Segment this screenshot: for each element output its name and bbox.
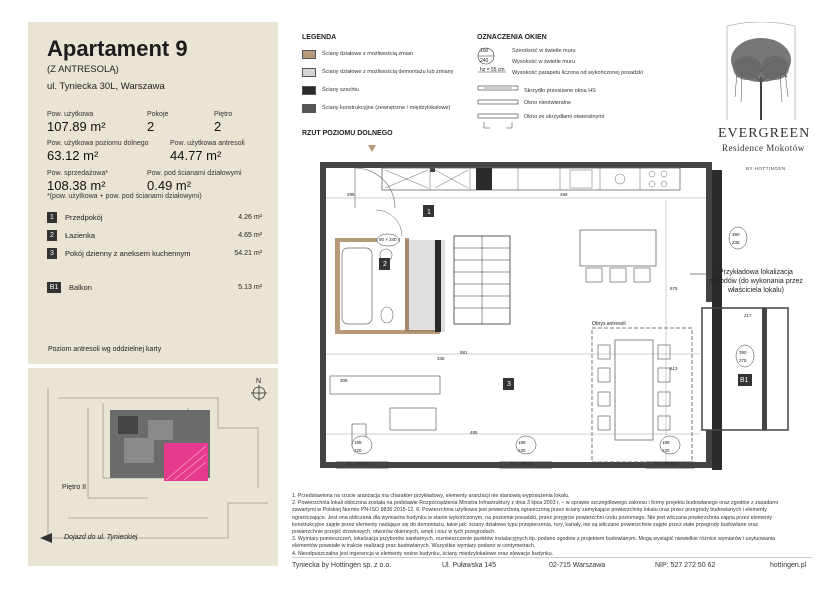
room-area: 4.65 m² <box>238 231 262 239</box>
dimension: 613 <box>670 366 678 371</box>
legend-item <box>302 99 453 117</box>
footnote-item: 4. Nieodpuszczalna jest ingerencja w elementy nośne budynku, ściany międzylokalowe oraz elewacje budynku. <box>292 550 554 557</box>
legend-text: Ściany działowe z możliwością demontażu lub zmiany <box>322 69 454 75</box>
balcony-name: Balkon <box>69 282 92 292</box>
under-label: Pow. pod ścianami działowymi <box>147 170 242 177</box>
room-number: 2 <box>47 230 57 241</box>
floor-plan <box>290 140 810 490</box>
win-mid-top: 188 <box>518 440 526 445</box>
brand-tagline: Residence Mokotów <box>722 143 805 153</box>
win-mid-hz: hz = 59 cm <box>511 461 534 466</box>
apartment-address: ul. Tyniecka 30L, Warszawa <box>47 81 165 92</box>
brand-by: BY HOTTINGEN <box>746 166 786 171</box>
legend-swatch <box>302 86 316 95</box>
window-sample-top: 100 <box>480 48 489 54</box>
window-opening-text: Okno ze skrzydłami otwieralnymi <box>524 114 605 120</box>
footnote-item: 1. Przedstawiona na rzucie aranżacja ma charakter przykładowy, elementy aranżacji nie stanowią wyposażenia lokalu. <box>292 493 570 499</box>
footer-divider <box>292 557 812 558</box>
window-parapet-text: Wysokość parapetu liczona od wykończonej posadzki <box>512 70 643 76</box>
legend-swatch <box>302 50 316 59</box>
legend-text: Ściany działowe z możliwością zmian <box>322 51 414 57</box>
room-row <box>47 226 262 244</box>
window-sample-hz: hz = 55 cm <box>480 67 505 73</box>
door-label: 90 × 240 <box>379 237 397 242</box>
room-row <box>47 208 262 226</box>
legend-swatch <box>302 104 316 113</box>
lower-value: 63.12 m² <box>47 148 99 163</box>
floor-label-map: Piętro II <box>62 484 87 491</box>
north-label: N <box>256 378 262 385</box>
win-left-hz: hz = 59 cm <box>347 461 370 466</box>
win-right-bottom: 220 <box>662 448 670 453</box>
rooms-label: Pokoje <box>147 111 169 118</box>
lower-label: Pow. użytkowa poziomu dolnego <box>47 140 149 147</box>
rooms-value: 2 <box>147 119 155 134</box>
balcony-area: 5.13 m² <box>238 283 262 291</box>
room-number: 1 <box>47 212 57 223</box>
dimension: 295 <box>347 192 355 197</box>
balcony-label: B1 <box>740 377 749 384</box>
usable-label: Pow. użytkowa <box>47 111 94 118</box>
footnote-item: 2. Powierzchnia lokali obliczona została na podstawie Rozporządzenia Ministra Infrastruktury z dnia 3 lipca 2003 r. – w sprawie szczegółowego zakresu i formy projektu budowlanego oraz zgodnie z zasadami zawartymi w Polskiej Normie PN-ISO 9836:2015-12. 6. Powierzchnia użytkowa jest powierzchnią ograniczoną przez ściany zamykające powierzchnię lokalu oraz przez przegrody budowlanych i elementy ograniczające. Jest ona obliczana dla wymiarów budynku w stanie wykończonym, na poziomie posadzki, przez przyjęcie powierzchni rzutu poziomego. Nie jest wliczana powierzchnia zajęta przez elementy konstrukcyjne zajęte przez elementy nadające się do demontażu, takie jak: ściany działowe typu przepierzenia, rury, kanały, nie są wliczane powierzchnie zajęte przez stałe przegrody budowlane oraz powierzchnie przejść drzwiowych, otworów okiennych, wnęk i nisz w tych przegrodach. <box>292 500 778 536</box>
sale-note: *(pow. użytkowa + pow. pod ścianami działowymi) <box>47 193 202 200</box>
usable-value: 107.89 m² <box>47 119 106 134</box>
plan-title: RZUT POZIOMU DOLNEGO <box>302 130 393 137</box>
footnotes <box>292 493 787 558</box>
room-list <box>47 208 262 296</box>
win-left-bottom: 220 <box>354 448 362 453</box>
window-height-text: Wysokość w świetle muru <box>512 59 575 65</box>
tree-logo-icon <box>722 22 800 122</box>
room-3-label: 3 <box>507 381 511 388</box>
win-east-top: 390 <box>732 232 740 237</box>
entrance-arrow-icon <box>368 145 376 152</box>
dimension: 675 <box>670 286 678 291</box>
dimension: 308 <box>340 378 348 383</box>
legend-swatch <box>302 68 316 77</box>
window-sample-bottom: 240 <box>480 58 489 64</box>
legend-item <box>302 63 453 81</box>
room-number: 3 <box>47 248 57 259</box>
balcony-row <box>47 278 262 296</box>
highlighted-unit <box>164 443 208 481</box>
dimension: 485 <box>470 430 478 435</box>
footer-company: Tyniecka by Hottingen sp. z o.o. <box>292 562 392 569</box>
room-area: 4.26 m² <box>238 213 262 221</box>
windows-title: OZNACZENIA OKIEN <box>477 34 547 41</box>
legend-list <box>302 45 453 117</box>
floor-value: 2 <box>214 119 222 134</box>
dimension: 488 <box>560 192 568 197</box>
room-name: Pokój dzienny z aneksem kuchennym <box>65 248 191 258</box>
legend-item <box>302 45 453 63</box>
win-right-hz: hz = 59 cm <box>655 461 678 466</box>
window-width-text: Szerokość w świetle muru <box>512 48 576 54</box>
access-label: Dojazd do ul. Tynieckiej <box>64 534 138 541</box>
dimension: 217 <box>744 313 752 318</box>
balcony-number: B1 <box>47 282 61 293</box>
room-name: Łazienka <box>65 230 96 240</box>
footer-web[interactable]: hottingen.pl <box>770 562 807 569</box>
arrow-left-icon <box>40 533 52 543</box>
legend-text: Ściany konstrukcyjne (zewnętrzne / międzylokalowe) <box>322 105 451 111</box>
window-hs-text: Skrzydło przesuwne okna HS <box>524 88 596 94</box>
sale-label: Pow. sprzedażowa* <box>47 170 109 177</box>
room-name: Przedpokój <box>65 212 103 222</box>
room-area: 54.21 m² <box>234 249 262 257</box>
room-2-label: 2 <box>383 261 387 268</box>
stair-note: Przykładowa lokalizacja schodów (do wykonania przez właściciela lokalu) <box>709 269 803 294</box>
legend-item <box>302 81 453 99</box>
room-1-label: 1 <box>427 209 431 216</box>
win-bal-bottom: 275 <box>739 358 747 363</box>
footnote-item: 3. Wymiary pomieszczeń, lokalizacja przyborów sanitarnych, rozmieszczenie punktów instalacyjnych itp. podano zgodnie z projektem budowlanym. Mogą wystąpić niewielkie różnice wymiarów i usytuowania elementów powstałe w trakcie realizacji prac budowlanych. Wszystkie wymiary podano w centymetrach. <box>292 536 776 550</box>
mezz-note: Poziom antresoli wg oddzielnej karty <box>48 346 162 353</box>
footer-street: Ul. Puławska 145 <box>442 562 497 569</box>
apartment-title: Apartament 9 <box>47 36 188 61</box>
win-right-top: 188 <box>662 440 670 445</box>
dimension: 581 <box>460 350 468 355</box>
sale-value: 108.38 m² <box>47 178 106 193</box>
dimension: 336 <box>437 356 445 361</box>
floor-label: Piętro <box>214 111 233 118</box>
win-left-top: 188 <box>354 440 362 445</box>
window-fixed-text: Okno nieotwieralne <box>524 100 572 106</box>
legend-title: LEGENDA <box>302 34 337 41</box>
brand-name: EVERGREEN <box>718 126 811 141</box>
mezz-outline-label: Obrys antresoli <box>592 321 626 327</box>
win-east-bottom: 235 <box>732 240 740 245</box>
under-value: 0.49 m² <box>147 178 192 193</box>
win-bal-top: 390 <box>739 350 747 355</box>
legend-text: Ściany szachtu <box>322 87 359 93</box>
footer-city: 02-715 Warszawa <box>549 562 606 569</box>
footer-nip: NIP: 527 272 50 62 <box>655 562 716 569</box>
apartment-subtitle: (Z ANTRESOLĄ) <box>47 64 119 75</box>
mezz-label: Pow. użytkowa antresoli <box>170 140 245 147</box>
mezz-value: 44.77 m² <box>170 148 222 163</box>
win-mid-bottom: 220 <box>518 448 526 453</box>
room-row <box>47 244 262 262</box>
